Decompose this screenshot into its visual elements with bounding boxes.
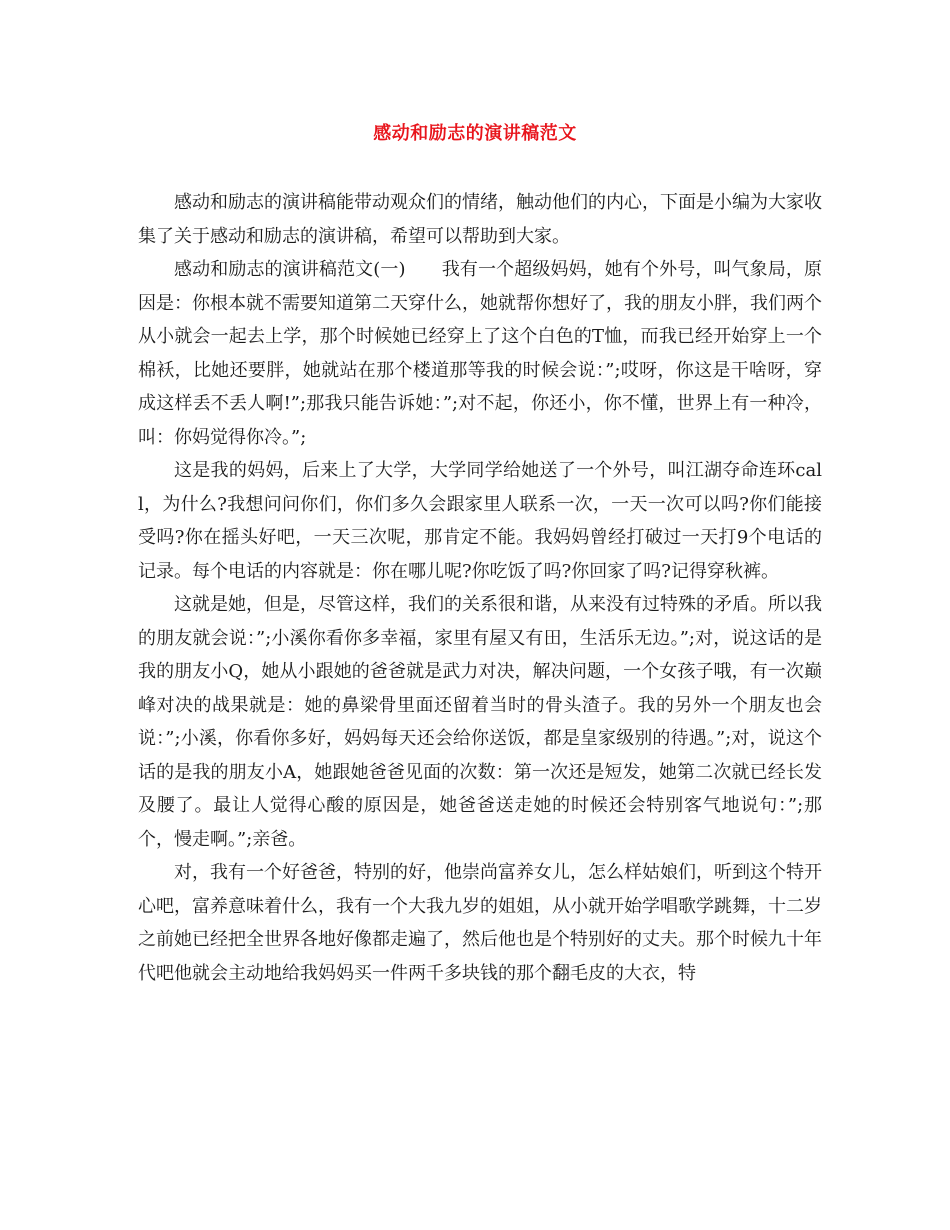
paragraph-3: 这就是她，但是，尽管这样，我们的关系很和谐，从来没有过特殊的矛盾。所以我的朋友就会说：”;小溪你看你多幸福，家里有屋又有田，生活乐无边。”;对，说这话的是我的朋友小Q，她从小跟她的爸爸就是武力对决，解决问题，一个女孩子哦，有一次巅峰对决的战果就是：她的鼻梁骨里面还留着当时的骨头渣子。我的另外一个朋友也会说：”;小溪，你看你多好，妈妈每天还会给你送饭，都是皇家级别的待遇。”;对，说这个话的是我的朋友小A，她跟她爸爸见面的次数：第一次还是短发，她第二次就已经长发及腰了。最让人觉得心酸的原因是，她爸爸送走她的时候还会特别客气地说句：”;那个，慢走啊。”;亲爸。 xyxy=(138,594,822,850)
document-title: 感动和励志的演讲稿范文 xyxy=(373,123,577,144)
paragraph-2: 这是我的妈妈，后来上了大学，大学同学给她送了一个外号，叫江湖夺命连环call，为什么?我想问问你们，你们多久会跟家里人联系一次，一天一次可以吗?你们能接受吗?你在摇头好吧，一天三次呢，那肯定不能。我妈妈曾经打破过一天打9个电话的记录。每个电话的内容就是：你在哪儿呢?你吃饭了吗?你回家了吗?记得穿秋裤。 xyxy=(138,460,822,582)
paragraph-intro: 感动和励志的演讲稿能带动观众们的情绪，触动他们的内心，下面是小编为大家收集了关于感动和励志的演讲稿，希望可以帮助到大家。 xyxy=(138,192,822,247)
paragraph-1: 感动和励志的演讲稿范文(一) 我有一个超级妈妈，她有个外号，叫气象局，原因是：你根本就不需要知道第二天穿什么，她就帮你想好了，我的朋友小胖，我们两个从小就会一起去上学，那个时候她已经穿上了这个白色的T恤，而我已经开始穿上一个棉袄，比她还要胖，她就站在那个楼道那等我的时候会说：”;哎呀，你这是干啥呀，穿成这样丢不丢人啊!”;那我只能告诉她：”;对不起，你还小，你不懂，世界上有一种冷，叫：你妈觉得你冷。”; xyxy=(138,259,822,448)
paragraph-4: 对，我有一个好爸爸，特别的好，他崇尚富养女儿，怎么样姑娘们，听到这个特开心吧，富养意味着什么，我有一个大我九岁的姐姐，从小就开始学唱歌学跳舞，十二岁之前她已经把全世界各地好像都走遍了，然后他也是个特别好的丈夫。那个时候九十年代吧他就会主动地给我妈妈买一件两千多块钱的那个翻毛皮的大衣，特 xyxy=(138,862,822,984)
document-body xyxy=(138,186,822,990)
